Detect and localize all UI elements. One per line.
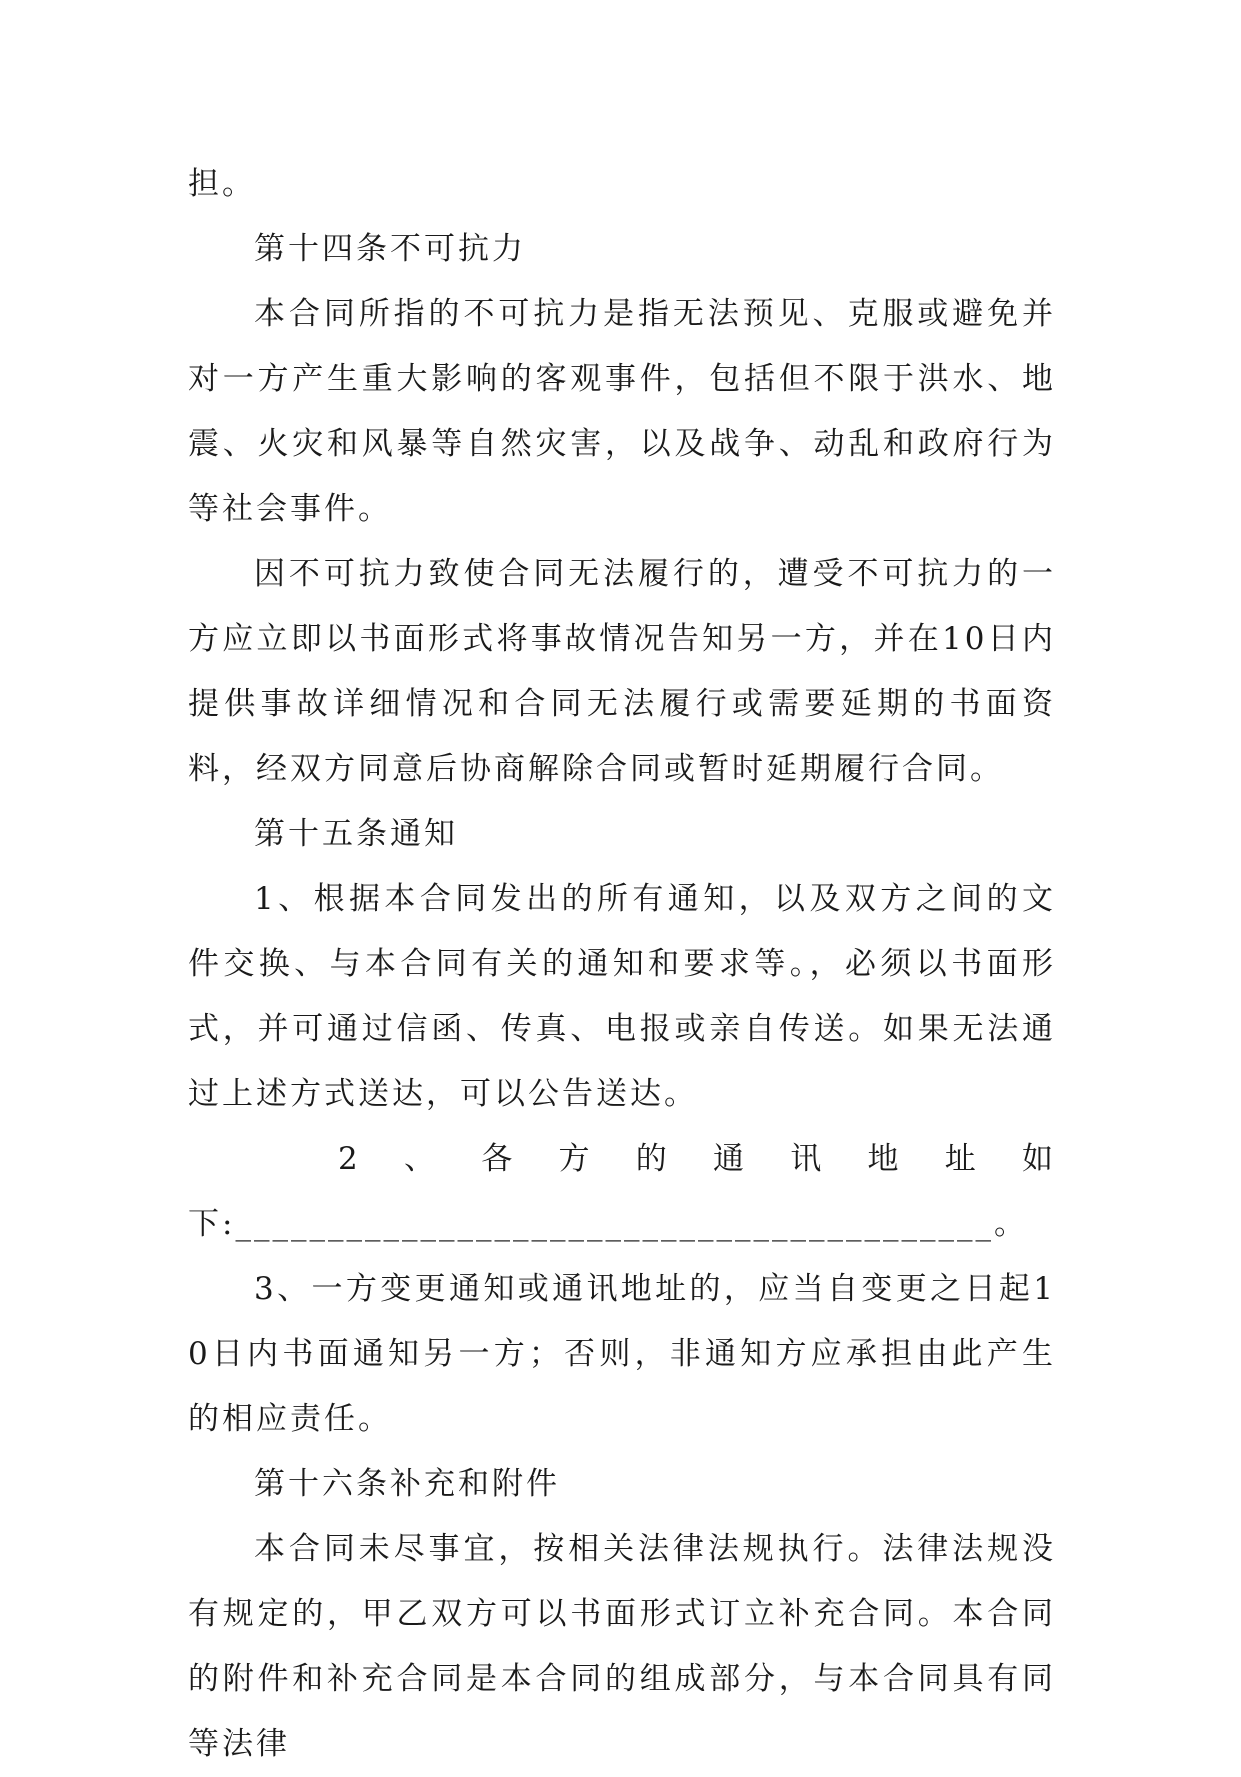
address-char: 2 (338, 1141, 361, 1177)
notice-clause-3: 3、一方变更通知或通讯地址的，应当自变更之日起10日内书面通知另一方；否则，非通知方应承担由此产生的相应责任。 (188, 1271, 1056, 1437)
address-char: 的 (635, 1141, 670, 1177)
article-14-heading: 第十四条不可抗力 (254, 231, 526, 267)
notice-clause-1: 1、根据本合同发出的所有通知，以及双方之间的文件交换、与本合同有关的通知和要求等。，必须以书面形式，并可通过信函、传真、电报或亲自传送。如果无法通过上述方式送达，可以公告送达。 (188, 881, 1056, 1112)
address-char: 、 (403, 1141, 438, 1177)
document-body (188, 152, 1056, 1777)
supplement-clause: 本合同未尽事宜，按相关法律法规执行。法律法规没有规定的，甲乙双方可以书面形式订立补充合同。本合同的附件和补充合同是本合同的组成部分，与本合同具有同等法律 (188, 1531, 1056, 1762)
force-majeure-definition: 本合同所指的不可抗力是指无法预见、克服或避免并对一方产生重大影响的客观事件，包括但不限于洪水、地震、火灾和风暴等自然灾害，以及战争、动乱和政府行为等社会事件。 (188, 296, 1056, 527)
force-majeure-notification: 因不可抗力致使合同无法履行的，遭受不可抗力的一方应立即以书面形式将事故情况告知另一方，并在10日内提供事故详细情况和合同无法履行或需要延期的书面资料，经双方同意后协商解除合同或暂时延期履行合同。 (188, 556, 1056, 787)
address-clause-line-1 (188, 1127, 1056, 1192)
address-char: 各 (481, 1141, 516, 1177)
address-char: 方 (558, 1141, 593, 1177)
address-char: 讯 (790, 1141, 825, 1177)
address-char: 地 (867, 1141, 902, 1177)
address-char: 通 (712, 1141, 747, 1177)
paragraph-continuation: 担。 (188, 166, 256, 202)
address-clause-line-2: 下:_________________________________________。 (188, 1206, 1028, 1242)
article-16-heading: 第十六条补充和附件 (254, 1466, 560, 1502)
address-char: 如 (1021, 1141, 1056, 1177)
article-15-heading: 第十五条通知 (254, 816, 458, 852)
address-char: 址 (944, 1141, 979, 1177)
